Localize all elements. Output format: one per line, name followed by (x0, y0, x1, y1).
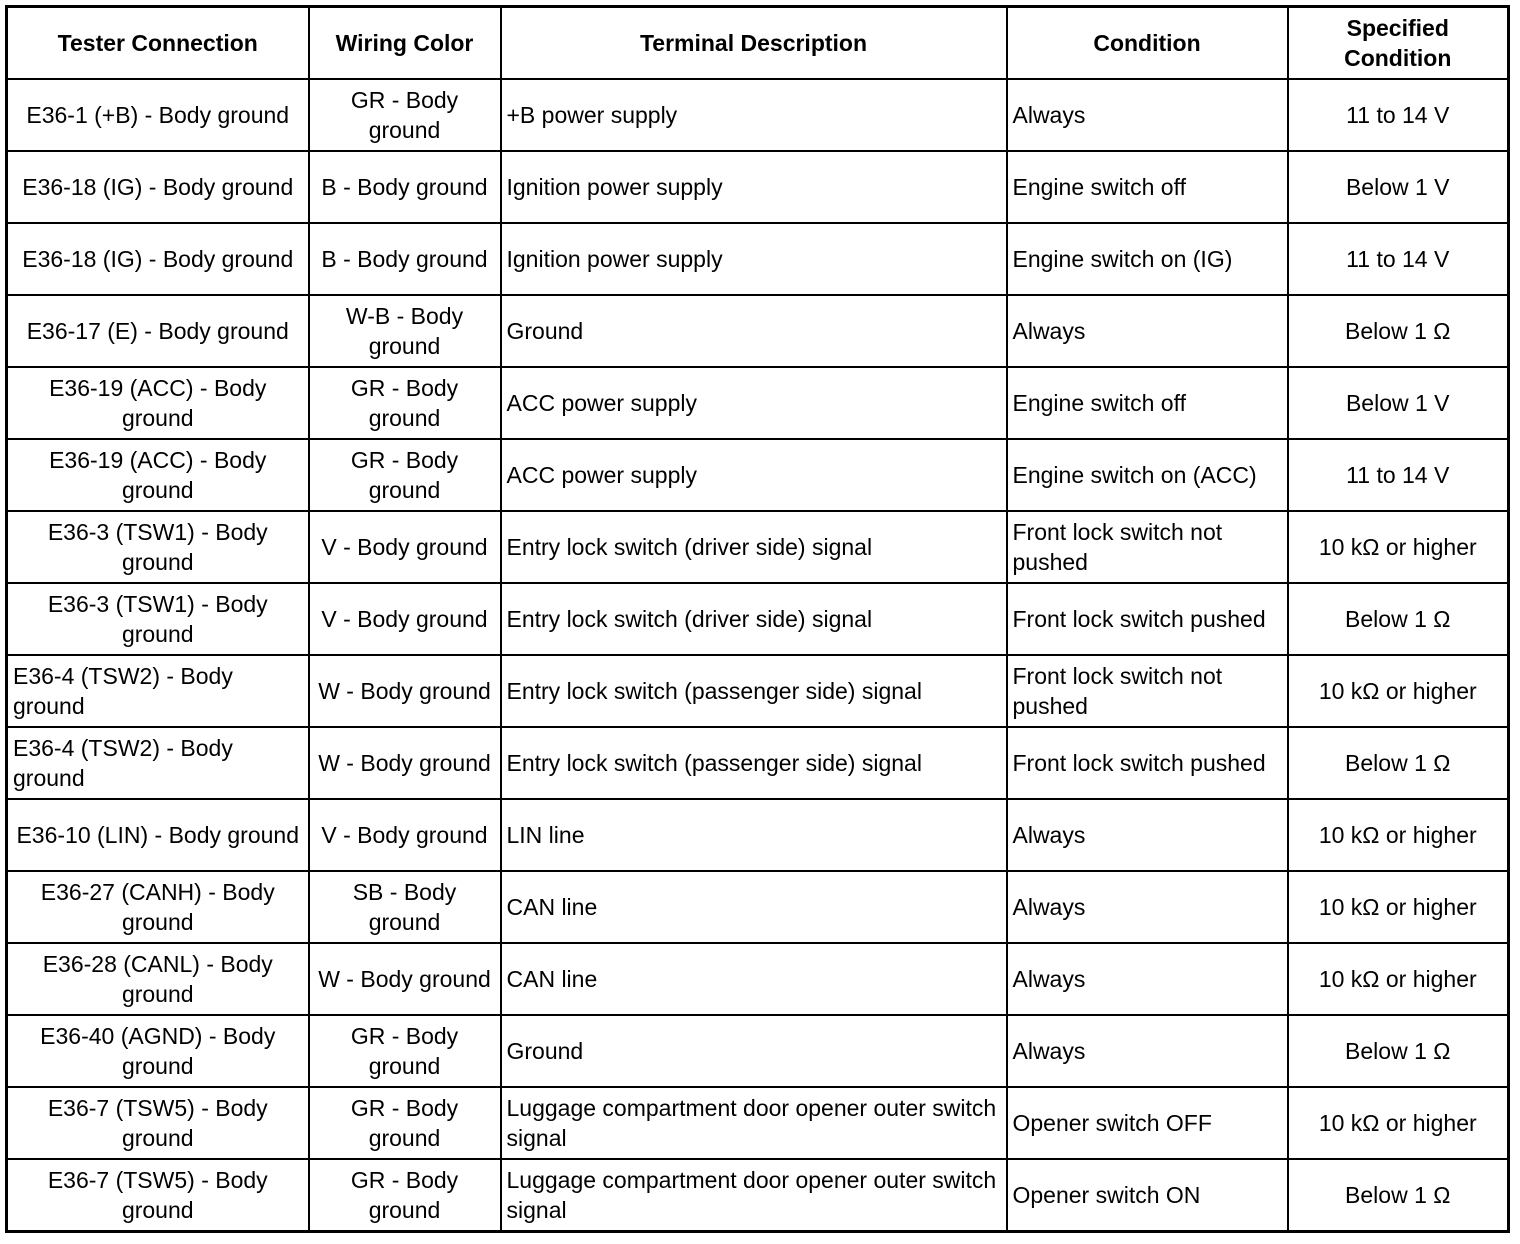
cell-wiring-color: W - Body ground (309, 655, 501, 727)
cell-condition: Always (1007, 1015, 1288, 1087)
cell-terminal-description: Ignition power supply (501, 223, 1007, 295)
cell-condition: Front lock switch pushed (1007, 727, 1288, 799)
cell-tester-connection: E36-28 (CANL) - Body ground (7, 943, 309, 1015)
cell-terminal-description: ACC power supply (501, 367, 1007, 439)
table-row (7, 79, 1509, 151)
cell-wiring-color: W - Body ground (309, 727, 501, 799)
cell-specified-condition: 10 kΩ or higher (1288, 655, 1509, 727)
header-terminal-description: Terminal Description (501, 7, 1007, 80)
table-row (7, 655, 1509, 727)
header-condition: Condition (1007, 7, 1288, 80)
cell-terminal-description: CAN line (501, 871, 1007, 943)
table-row (7, 367, 1509, 439)
cell-specified-condition: Below 1 Ω (1288, 583, 1509, 655)
cell-terminal-description: Entry lock switch (driver side) signal (501, 583, 1007, 655)
cell-terminal-description: Entry lock switch (passenger side) signal (501, 727, 1007, 799)
cell-terminal-description: ACC power supply (501, 439, 1007, 511)
cell-condition: Always (1007, 943, 1288, 1015)
cell-wiring-color: B - Body ground (309, 223, 501, 295)
cell-tester-connection: E36-4 (TSW2) - Body ground (7, 727, 309, 799)
table-row (7, 151, 1509, 223)
table-row (7, 511, 1509, 583)
cell-tester-connection: E36-7 (TSW5) - Body ground (7, 1159, 309, 1232)
cell-condition: Always (1007, 295, 1288, 367)
cell-wiring-color: SB - Body ground (309, 871, 501, 943)
cell-specified-condition: Below 1 Ω (1288, 727, 1509, 799)
table-row (7, 295, 1509, 367)
cell-wiring-color: W - Body ground (309, 943, 501, 1015)
cell-tester-connection: E36-17 (E) - Body ground (7, 295, 309, 367)
cell-specified-condition: Below 1 V (1288, 367, 1509, 439)
cell-condition: Engine switch on (ACC) (1007, 439, 1288, 511)
table-row (7, 439, 1509, 511)
cell-terminal-description: CAN line (501, 943, 1007, 1015)
cell-specified-condition: 10 kΩ or higher (1288, 799, 1509, 871)
cell-tester-connection: E36-19 (ACC) - Body ground (7, 439, 309, 511)
table-row (7, 727, 1509, 799)
cell-wiring-color: W-B - Body ground (309, 295, 501, 367)
cell-condition: Front lock switch not pushed (1007, 655, 1288, 727)
cell-specified-condition: Below 1 V (1288, 151, 1509, 223)
cell-wiring-color: V - Body ground (309, 511, 501, 583)
cell-tester-connection: E36-3 (TSW1) - Body ground (7, 511, 309, 583)
cell-condition: Always (1007, 79, 1288, 151)
cell-tester-connection: E36-19 (ACC) - Body ground (7, 367, 309, 439)
table-row (7, 1159, 1509, 1232)
header-row (7, 7, 1509, 80)
cell-tester-connection: E36-4 (TSW2) - Body ground (7, 655, 309, 727)
cell-condition: Engine switch off (1007, 367, 1288, 439)
cell-wiring-color: GR - Body ground (309, 1159, 501, 1232)
cell-tester-connection: E36-7 (TSW5) - Body ground (7, 1087, 309, 1159)
page (5, 5, 1510, 1233)
cell-terminal-description: Luggage compartment door opener outer switch signal (501, 1159, 1007, 1232)
cell-tester-connection: E36-27 (CANH) - Body ground (7, 871, 309, 943)
cell-specified-condition: 11 to 14 V (1288, 439, 1509, 511)
cell-wiring-color: GR - Body ground (309, 439, 501, 511)
table-row (7, 583, 1509, 655)
cell-specified-condition: 10 kΩ or higher (1288, 871, 1509, 943)
cell-condition: Engine switch on (IG) (1007, 223, 1288, 295)
cell-condition: Engine switch off (1007, 151, 1288, 223)
cell-condition: Opener switch ON (1007, 1159, 1288, 1232)
cell-terminal-description: Entry lock switch (passenger side) signal (501, 655, 1007, 727)
cell-specified-condition: 10 kΩ or higher (1288, 511, 1509, 583)
cell-terminal-description: Luggage compartment door opener outer switch signal (501, 1087, 1007, 1159)
cell-terminal-description: Ground (501, 295, 1007, 367)
cell-condition: Always (1007, 799, 1288, 871)
cell-wiring-color: GR - Body ground (309, 367, 501, 439)
cell-specified-condition: Below 1 Ω (1288, 1159, 1509, 1232)
table-row (7, 1015, 1509, 1087)
cell-terminal-description: LIN line (501, 799, 1007, 871)
header-wiring-color: Wiring Color (309, 7, 501, 80)
cell-tester-connection: E36-18 (IG) - Body ground (7, 151, 309, 223)
cell-tester-connection: E36-3 (TSW1) - Body ground (7, 583, 309, 655)
cell-condition: Front lock switch not pushed (1007, 511, 1288, 583)
table-row (7, 223, 1509, 295)
cell-wiring-color: V - Body ground (309, 799, 501, 871)
cell-condition: Front lock switch pushed (1007, 583, 1288, 655)
cell-specified-condition: 10 kΩ or higher (1288, 943, 1509, 1015)
cell-specified-condition: Below 1 Ω (1288, 295, 1509, 367)
cell-tester-connection: E36-18 (IG) - Body ground (7, 223, 309, 295)
cell-wiring-color: V - Body ground (309, 583, 501, 655)
cell-wiring-color: GR - Body ground (309, 1015, 501, 1087)
terminal-check-table (5, 5, 1510, 1233)
cell-wiring-color: B - Body ground (309, 151, 501, 223)
header-tester-connection: Tester Connection (7, 7, 309, 80)
cell-terminal-description: Entry lock switch (driver side) signal (501, 511, 1007, 583)
cell-specified-condition: 11 to 14 V (1288, 79, 1509, 151)
table-row (7, 943, 1509, 1015)
table-row (7, 1087, 1509, 1159)
table-row (7, 799, 1509, 871)
cell-wiring-color: GR - Body ground (309, 79, 501, 151)
cell-tester-connection: E36-1 (+B) - Body ground (7, 79, 309, 151)
cell-condition: Always (1007, 871, 1288, 943)
cell-specified-condition: 10 kΩ or higher (1288, 1087, 1509, 1159)
cell-specified-condition: 11 to 14 V (1288, 223, 1509, 295)
cell-tester-connection: E36-40 (AGND) - Body ground (7, 1015, 309, 1087)
cell-terminal-description: Ground (501, 1015, 1007, 1087)
cell-condition: Opener switch OFF (1007, 1087, 1288, 1159)
table-row (7, 871, 1509, 943)
cell-tester-connection: E36-10 (LIN) - Body ground (7, 799, 309, 871)
cell-wiring-color: GR - Body ground (309, 1087, 501, 1159)
cell-specified-condition: Below 1 Ω (1288, 1015, 1509, 1087)
cell-terminal-description: Ignition power supply (501, 151, 1007, 223)
cell-terminal-description: +B power supply (501, 79, 1007, 151)
header-specified-condition: Specified Condition (1288, 7, 1509, 80)
